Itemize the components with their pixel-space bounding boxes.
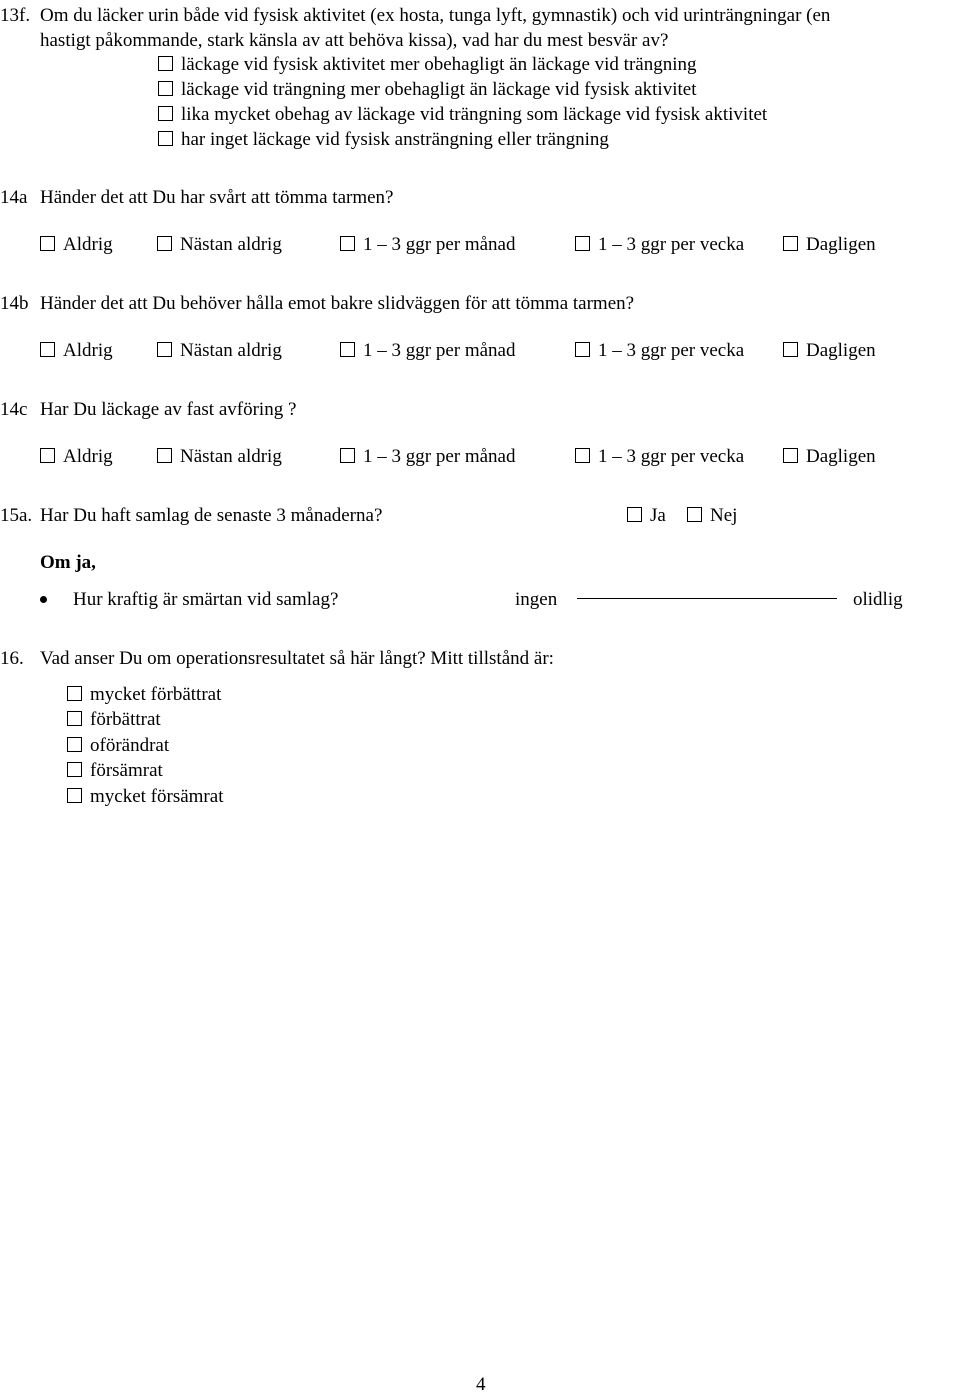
checkbox[interactable] — [40, 236, 55, 251]
checkbox[interactable] — [158, 106, 173, 121]
checkbox[interactable] — [575, 448, 590, 463]
q14b-option-aldrig[interactable] — [40, 341, 113, 360]
checkbox[interactable] — [157, 448, 172, 463]
checkbox[interactable] — [783, 236, 798, 251]
option-label: Dagligen — [806, 446, 876, 467]
q14c-option-nastan-aldrig[interactable] — [157, 447, 282, 466]
q14b-number: 14b — [0, 293, 29, 314]
option-label: oförändrat — [90, 735, 170, 756]
checkbox[interactable] — [40, 342, 55, 357]
option-label: 1 – 3 ggr per månad — [363, 340, 516, 361]
checkbox[interactable] — [158, 81, 173, 96]
checkbox[interactable] — [40, 448, 55, 463]
checkbox[interactable] — [158, 56, 173, 71]
checkbox[interactable] — [67, 788, 82, 803]
checkbox[interactable] — [687, 507, 702, 522]
checkbox[interactable] — [783, 342, 798, 357]
q14c-text: Har Du läckage av fast avföring ? — [40, 399, 297, 420]
checkbox[interactable] — [575, 342, 590, 357]
q13f-option-label: läckage vid fysisk aktivitet mer obehagligt än läckage vid trängning — [181, 54, 697, 75]
checkbox[interactable] — [67, 762, 82, 777]
option-label: mycket försämrat — [90, 786, 224, 807]
q13f-option-3[interactable] — [158, 105, 767, 124]
option-label: Aldrig — [63, 234, 113, 255]
q13f-option-2[interactable] — [158, 80, 696, 99]
option-label: Nej — [710, 505, 738, 526]
option-label: Aldrig — [63, 446, 113, 467]
q16-option-oforandrat[interactable] — [67, 736, 169, 755]
checkbox[interactable] — [340, 448, 355, 463]
q15a-followup-heading: Om ja, — [40, 552, 96, 573]
option-label: Dagligen — [806, 234, 876, 255]
q14c-option-per-vecka[interactable] — [575, 447, 744, 466]
option-label: Aldrig — [63, 340, 113, 361]
option-label: Nästan aldrig — [180, 340, 282, 361]
pain-scale-max-label: olidlig — [853, 589, 903, 610]
q14c-option-aldrig[interactable] — [40, 447, 113, 466]
q16-option-forsamrat[interactable] — [67, 761, 163, 780]
option-label: 1 – 3 ggr per vecka — [598, 340, 745, 361]
q13f-text-line2: hastigt påkommande, stark känsla av att behöva kissa), vad har du mest besvär av? — [40, 30, 669, 51]
q14a-option-aldrig[interactable] — [40, 235, 113, 254]
q14b-option-per-vecka[interactable] — [575, 341, 744, 360]
option-label: mycket förbättrat — [90, 684, 222, 705]
option-label: 1 – 3 ggr per vecka — [598, 234, 745, 255]
q14a-option-per-manad[interactable] — [340, 235, 515, 254]
q16-number: 16. — [0, 648, 24, 669]
option-label: Nästan aldrig — [180, 234, 282, 255]
option-label: försämrat — [90, 760, 163, 781]
q15a-option-nej[interactable] — [687, 506, 737, 525]
q16-option-forbattrat[interactable] — [67, 710, 161, 729]
checkbox[interactable] — [67, 686, 82, 701]
q16-option-mycket-forbattrat[interactable] — [67, 685, 221, 704]
q13f-option-1[interactable] — [158, 55, 696, 74]
pain-scale-line[interactable] — [577, 598, 837, 599]
q14b-option-dagligen[interactable] — [783, 341, 876, 360]
option-label: 1 – 3 ggr per vecka — [598, 446, 745, 467]
q16-text: Vad anser Du om operationsresultatet så här långt? Mitt tillstånd är: — [40, 648, 554, 669]
option-label: 1 – 3 ggr per månad — [363, 446, 516, 467]
q13f-option-label: har inget läckage vid fysisk ansträngning eller trängning — [181, 129, 609, 150]
checkbox[interactable] — [158, 131, 173, 146]
q14a-option-per-vecka[interactable] — [575, 235, 744, 254]
q14c-number: 14c — [0, 399, 28, 420]
q13f-option-4[interactable] — [158, 130, 609, 149]
q13f-text-line1: Om du läcker urin både vid fysisk aktivitet (ex hosta, tunga lyft, gymnastik) och vid urinträngningar (en — [40, 5, 831, 26]
option-label: Nästan aldrig — [180, 446, 282, 467]
q15a-text: Har Du haft samlag de senaste 3 månaderna? — [40, 505, 383, 526]
q14b-option-nastan-aldrig[interactable] — [157, 341, 282, 360]
checkbox[interactable] — [627, 507, 642, 522]
checkbox[interactable] — [783, 448, 798, 463]
checkbox[interactable] — [157, 342, 172, 357]
q15a-number: 15a. — [0, 505, 33, 526]
q13f-number: 13f. — [0, 5, 31, 26]
option-label: förbättrat — [90, 709, 161, 730]
checkbox[interactable] — [575, 236, 590, 251]
q14a-option-nastan-aldrig[interactable] — [157, 235, 282, 254]
q15a-option-ja[interactable] — [627, 506, 666, 525]
q14c-option-per-manad[interactable] — [340, 447, 515, 466]
pain-scale-min-label: ingen — [515, 589, 558, 610]
q14b-text: Händer det att Du behöver hålla emot bakre slidväggen för att tömma tarmen? — [40, 293, 635, 314]
q14b-option-per-manad[interactable] — [340, 341, 515, 360]
q14c-option-dagligen[interactable] — [783, 447, 876, 466]
bullet-icon — [40, 596, 47, 603]
q13f-option-label: läckage vid trängning mer obehagligt än läckage vid fysisk aktivitet — [181, 79, 697, 100]
q14a-option-dagligen[interactable] — [783, 235, 876, 254]
checkbox[interactable] — [340, 236, 355, 251]
option-label: 1 – 3 ggr per månad — [363, 234, 516, 255]
checkbox[interactable] — [340, 342, 355, 357]
q14a-number: 14a — [0, 187, 28, 208]
option-label: Ja — [650, 505, 666, 526]
option-label: Dagligen — [806, 340, 876, 361]
q16-option-mycket-forsamrat[interactable] — [67, 787, 223, 806]
checkbox[interactable] — [67, 737, 82, 752]
q15a-followup-question: Hur kraftig är smärtan vid samlag? — [73, 589, 339, 610]
page-number: 4 — [476, 1374, 486, 1395]
q14a-text: Händer det att Du har svårt att tömma tarmen? — [40, 187, 394, 208]
checkbox[interactable] — [67, 711, 82, 726]
checkbox[interactable] — [157, 236, 172, 251]
q13f-option-label: lika mycket obehag av läckage vid trängning som läckage vid fysisk aktivitet — [181, 104, 768, 125]
